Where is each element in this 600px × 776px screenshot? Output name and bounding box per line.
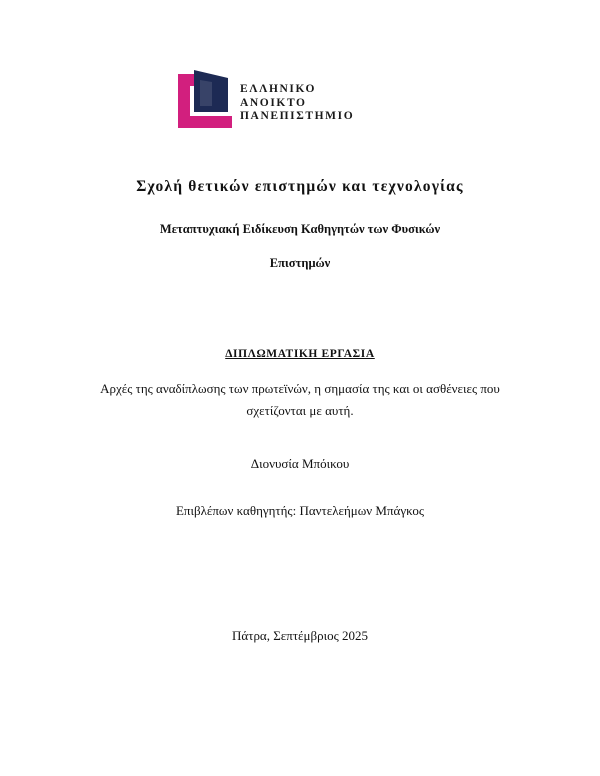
program-name-line-2: Επιστημών	[269, 256, 331, 270]
university-logo	[178, 70, 358, 128]
thesis-title-line-1: Αρχές της αναδίπλωσης των πρωτεϊνών, η σημασία της και οι ασθένειες που	[100, 381, 500, 396]
place-date: Πάτρα, Σεπτέμβριος 2025	[232, 628, 368, 643]
thesis-type: ΔΙΠΛΩΜΑΤΙΚΗ ΕΡΓΑΣΙΑ	[225, 348, 375, 360]
supervisor: Επιβλέπων καθηγητής: Παντελεήμων Μπάγκος	[175, 503, 425, 518]
author-name: Διονυσία Μπόικου	[250, 456, 350, 471]
thesis-title	[0, 378, 600, 422]
university-name-line-1: ΕΛΛΗΝΙΚΟ	[240, 83, 317, 95]
university-name-line-2: ΑΝΟΙΚΤΟ	[240, 96, 307, 109]
program-name-line-1: Μεταπτυχιακή Ειδίκευση Καθηγητών των Φυσικών	[159, 222, 441, 236]
university-name-line-3: ΠΑΝΕΠΙΣΤΗΜΙΟ	[240, 110, 355, 122]
university-logo-icon	[178, 70, 234, 128]
thesis-title-line-2: σχετίζονται με αυτή.	[246, 403, 354, 418]
university-name	[240, 83, 354, 124]
school-name: Σχολή θετικών επιστημών και τεχνολογίας	[136, 178, 464, 195]
